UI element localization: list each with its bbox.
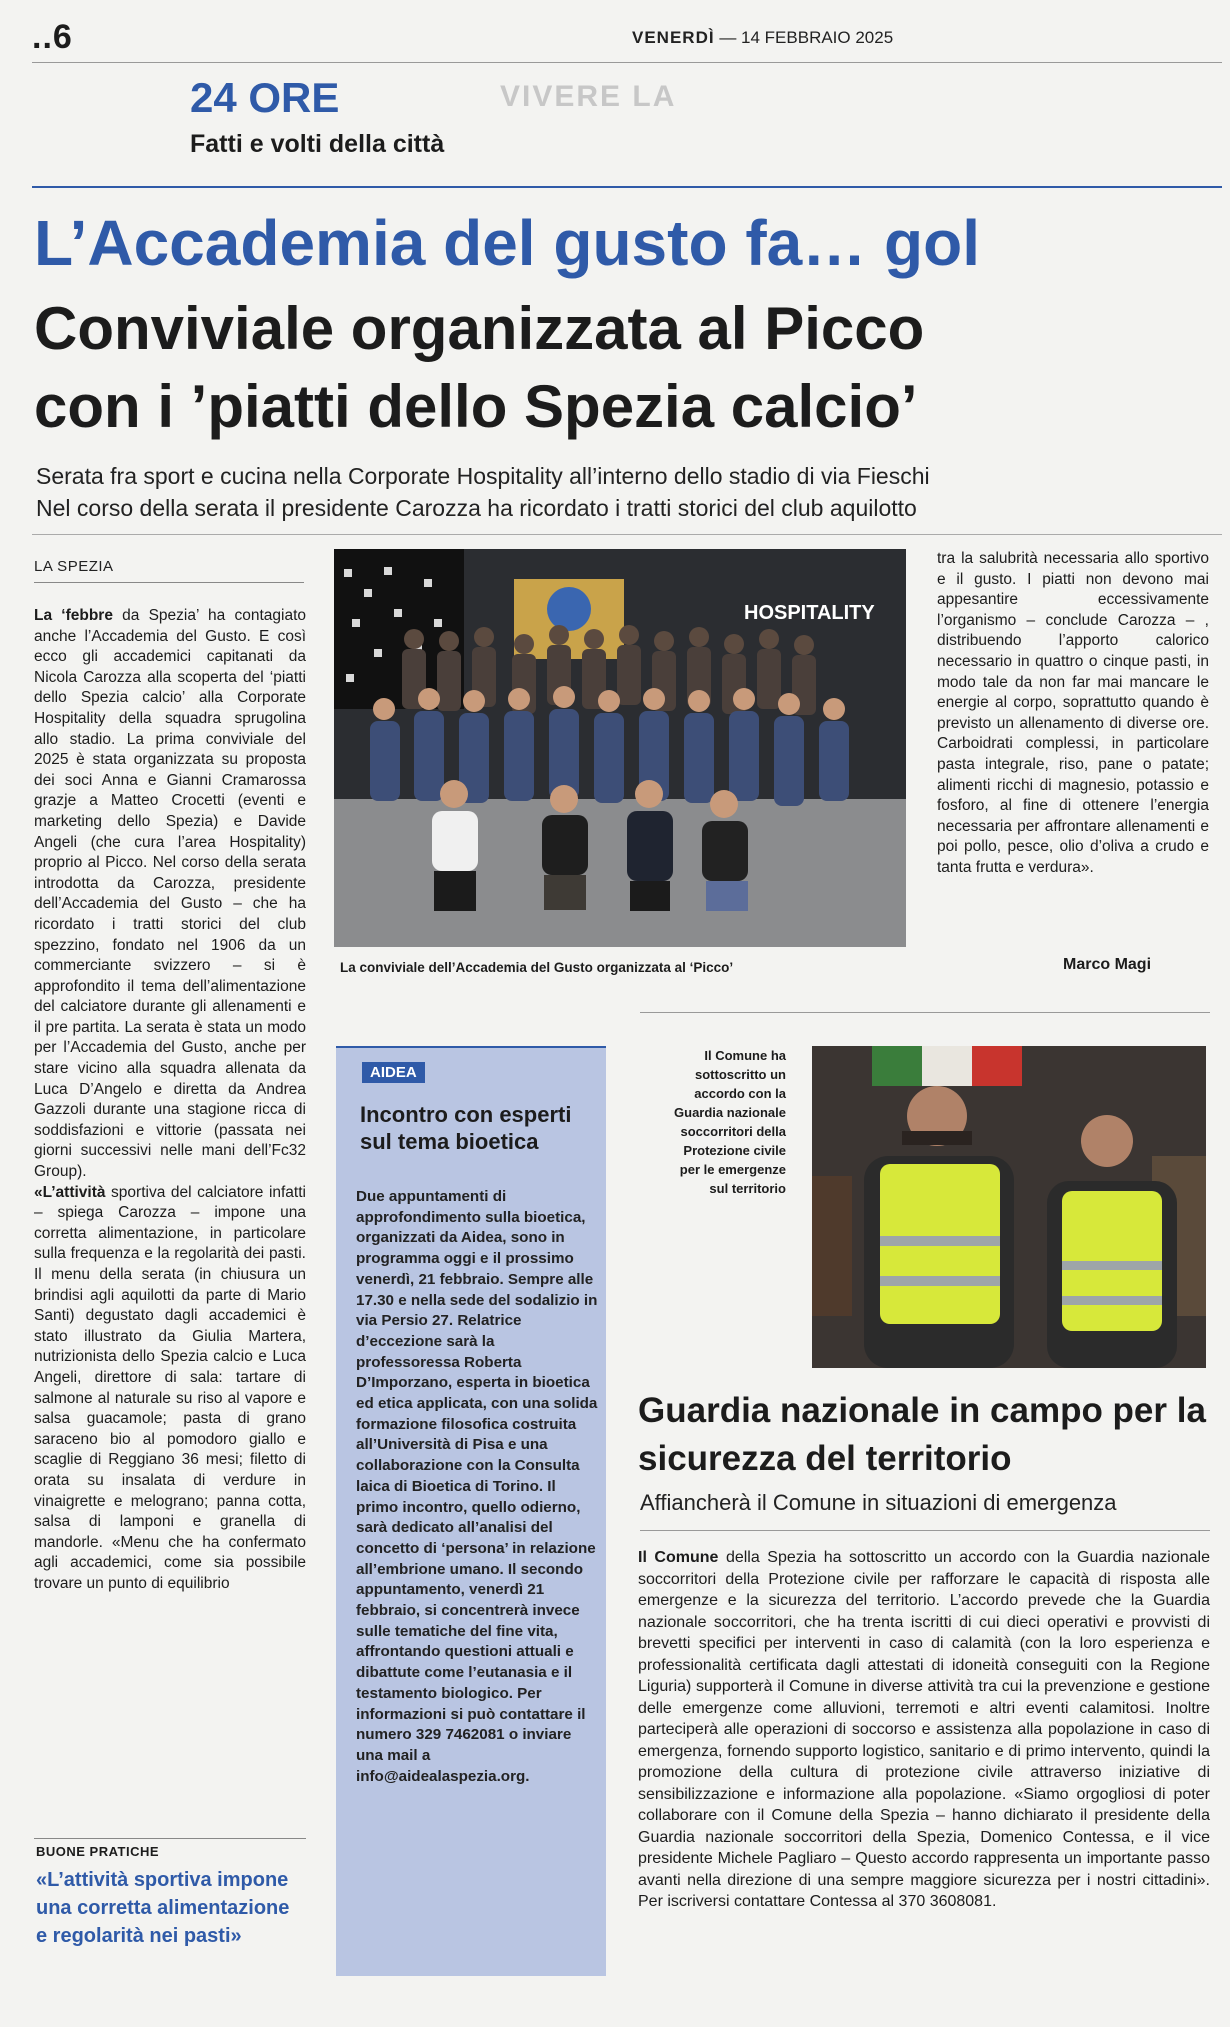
section-subtitle: Fatti e volti della città [190,130,445,158]
article-right-column: tra la salubrità necessaria allo sportivo e il gusto. I piatti non devono mai appesantire eccessivamente l’organismo – conclude Carozza – , distribuendo l’apporto calorico necessario in quattro o cinque pasti, in modo tale da non far mai mancare le energie al corpo, soprattutto quando è previsto un allenamento di diverse ore. Carboidrati complessi, in particolare pasta integrale, riso, pane o patate; alimenti ricchi di magnesio, potassio e fosforo, al fine di ottenere l’energia necessaria per affrontare allenamenti e poi pollo, pesce, olio d’oliva a crudo e tanta frutta e verdura». [937,550,1209,876]
hospitality-sign: HOSPITALITY [744,602,875,624]
section-title: 24 ORE [190,74,340,121]
sidebar-tag: AIDEA [362,1062,425,1083]
guardia-photo [812,1046,1206,1368]
dateline-rule [34,582,304,583]
pull-quote: «L’attività sportiva impone una corretta alimentazione e regolarità nei pasti» [36,1869,290,1947]
headline-line-2: con i ’piatti dello Spezia calcio’ [34,373,918,440]
pull-quote-label: BUONE PRATICHE [36,1844,160,1859]
deck-line-2: Nel corso della serata il presidente Carozza ha ricordato i tratti storici del club aquilotto [36,495,917,521]
guardia-body-bold: Il Comune [638,1549,719,1566]
deck-line-1: Serata fra sport e cucina nella Corporate Hospitality all’interno dello stadio di via Fieschi [36,463,930,489]
sidebar-title: Incontro con esperti sul tema bioetica [360,1102,572,1154]
photo-caption: La conviviale dell’Accademia del Gusto organizzata al ‘Picco’ [340,960,734,975]
lead-text: da Spezia’ ha contagiato anche l’Accademia del Gusto. E così ecco gli accademici capitanati da Nicola Carozza alla scoperta del ‘piatti dello Spezia calcio’ alla Corporate Hospitality della squadra sprugolina allo stadio. La prima conviviale del 2025 è stata organizzata su proposta dei soci Anna e Gianni Cramarossa grazje a Matteo Crocetti (eventi e marketing dello Spezia) e Davide Angeli (che cura l’area Hospitality) proprio al Picco. Nel corso della serata introdotta da Carozza, presidente dell’Accademia del Gusto – che ha ricordato i tratti storici del club spezzino, fondato nel 1906 da un commerciante svizzero – si è approfondito il tema dell’alimentazione del calciatore durante gli allenamenti e il pre partita. La serata è stata un modo per l’Accademia del Gusto, anche per stare vicino alla squadra allenata da Luca D’Angelo e diretta da Andrea Gazzoli durante una stagione ricca di soddisfazioni e vittorie (passata nei giorni successivi nelle mani dell’Fc32 Group). [34,607,307,1181]
article-lead-paragraph [34,606,306,1183]
guardia-photo-caption: Il Comune ha sottoscritto un accordo con la Guardia nazionale soccorritori della Protezione civile per le emergenze sul territorio [674,1048,786,1196]
pull-quote-rule [34,1838,306,1839]
guardia-headline: Guardia nazionale in campo per la sicurezza del territorio [638,1391,1206,1478]
guardia-body [638,1547,1210,1913]
headline-line-1: Conviviale organizzata al Picco [34,295,925,362]
article-kicker: L’Accademia del gusto fa… gol [34,207,980,279]
guardia-body-text: della Spezia ha sottoscritto un accordo con la Guardia nazionale soccorritori della Protezione civile per rafforzare le capacità di risposta alle emergenze e la sicurezza del territorio. L’accordo prevede che la Guardia nazionale soccorritori, che ha trenta iscritti di cui dieci operativi e provvisti di brevetti specifici per interventi in caso di calamità (con la loro esperienza e professionalità certificata dagli attestati di idoneità conseguiti con la Regione Liguria) supporterà il Comune in diverse attività tra cui la prevenzione e gestione delle emergenze come alluvioni, terremoti e altri eventi calamitosi. Inoltre parteciperà alle operazioni di soccorso e assistenza alla popolazione in caso di emergenza, fornendo supporto logistico, sanitario e di primo intervento, quindi la promozione della cultura di protezione civile attraverso iniziative di sensibilizzazione e informazione alla popolazione. «Siamo orgogliosi di poter collaborare con il Comune della Spezia – hanno dichiarato il presidente della Guardia nazionale soccorritori della Spezia, Domenico Contessa, e il vice presidente Michele Pagliaro – Questo accordo rappresenta un importante passo avanti nella direzione di una sempre maggiore sicurezza per i nostri cittadini». Per iscriversi contattare Contessa al 370 3608081. [638,1549,1210,1910]
deck-rule [32,534,1222,535]
article-left-column [34,606,306,1595]
issue-date-text: — 14 FEBBRAIO 2025 [719,28,894,47]
show-through-text: VIVERE LA [500,80,677,113]
lead-bold: La ‘febbre [34,607,113,624]
article-headline [34,290,1114,446]
dateline: LA SPEZIA [34,558,114,575]
guardia-top-rule [640,1012,1210,1013]
issue-day: VENERDÌ [632,28,715,47]
byline: Marco Magi [1063,956,1152,973]
para2-bold: «L’attività [34,1183,106,1201]
sidebar-body: Due appuntamenti di approfondimento sulla bioetica, organizzati da Aidea, sono in programma oggi e il prossimo venerdì, 21 febbraio. Sempre alle 17.30 e nella sede del sodalizio in via Persio 27. Relatrice d’eccezione sarà la professoressa Roberta D’Imporzano, esperta in bioetica ed etica applicata, con una solida formazione filosofica costruita all’Università di Pisa e una collaborazione con la Consulta laica di Bioetica di Torino. Il primo incontro, quello odierno, sarà dedicato all’analisi del concetto di ‘persona’ in relazione all’embrione umano. Il secondo appuntamento, venerdì 21 febbraio, si concentrerà invece sulle tematiche del fine vita, affrontando questioni attuali e dibattute come l’eutanasia e il testamento biologico. Per informazioni si può contattare il numero 329 7462081 o inviare una mail a info@aidealaspezia.org. [356,1188,598,1785]
section-rule [32,186,1222,188]
issue-date [632,28,893,48]
guardia-rule [640,1530,1210,1531]
article-second-paragraph [34,1183,306,1595]
top-rule [32,62,1222,63]
article-deck [36,460,1186,524]
para2-text: sportiva del calciatore infatti – spiega Carozza – impone una corretta alimentazione, in particolare sulla frequenza e la regolarità dei pasti. Il menu della serata (in chiusura un brindisi agli aquilotti da parte di Mario Santi) degustato dagli accademici è stato illustrato da Giulia Martera, nutrizionista dello Spezia calcio e Luca Angeli, direttore di sala: tartare di salmone al naturale su riso al vapore e salsa guacamole; pasta di grano saraceno bio al pomodoro giallo e scaglie di Reggiano 36 mesi; filetto di orata su insalata di verdure in vinaigrette e melograno; panna cotta, salsa di lamponi e granella di mandorle. «Menu che ha confermato agli accademici, come sia possibile trovare un punto di equilibrio [34,1183,306,1592]
conviviale-photo [334,549,906,947]
page-number: ..6 [32,18,73,56]
guardia-deck: Affiancherà il Comune in situazioni di emergenza [640,1490,1117,1515]
